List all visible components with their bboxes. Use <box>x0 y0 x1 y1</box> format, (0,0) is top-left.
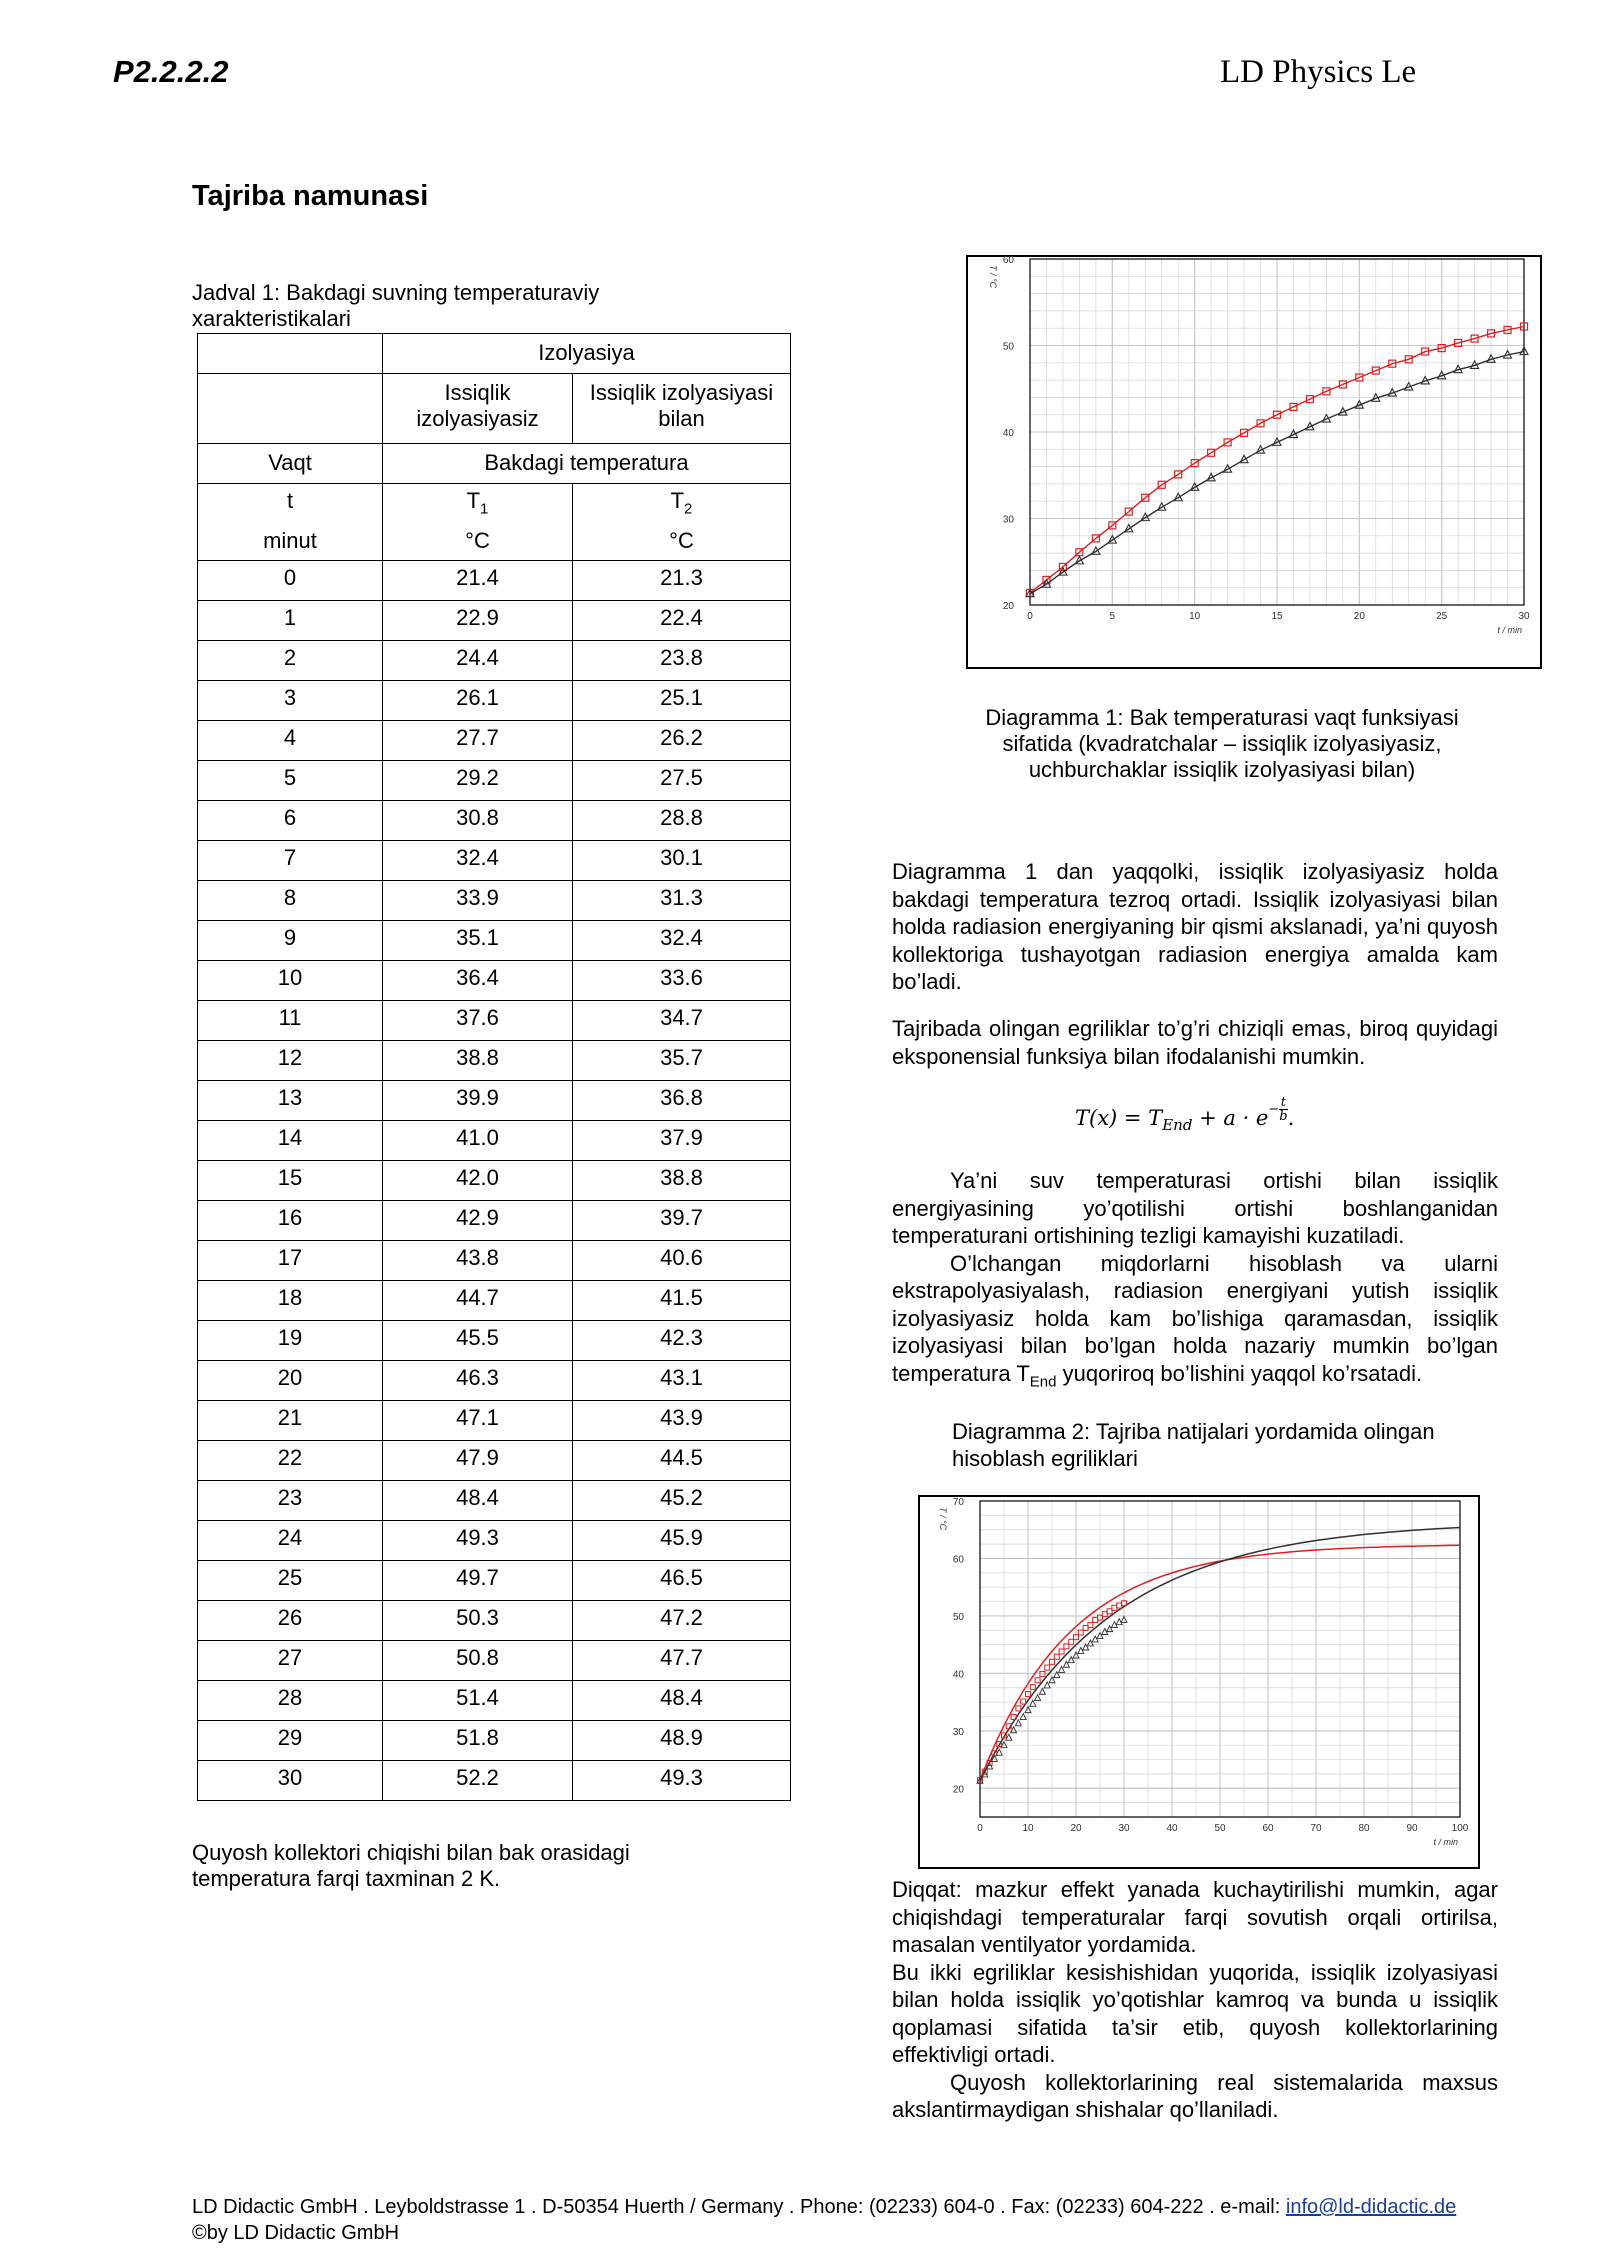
t2-cell: 47.7 <box>573 1641 791 1681</box>
footer-address: LD Didactic GmbH . Leyboldstrasse 1 . D-50354 Huerth / Germany . Phone: (02233) 604-0 . Fax: (02233) 604-222 . e-mail: <box>192 2196 1286 2218</box>
temperature-table <box>197 333 791 1801</box>
x-tick-label: 40 <box>1166 1823 1178 1834</box>
time-header: Vaqt <box>198 444 383 484</box>
t2-cell: 27.5 <box>573 761 791 801</box>
t2-cell: 43.1 <box>573 1361 791 1401</box>
t2-cell: 38.8 <box>573 1161 791 1201</box>
t2-cell: 45.9 <box>573 1521 791 1561</box>
t2-cell: 47.2 <box>573 1601 791 1641</box>
paragraph-3a: Ya’ni suv temperaturasi ortishi bilan issiqlik energiyasining yo’qotilishi ortishi boshlanganidan temperaturani ortishining tezligi kamayishi kuzatiladi. <box>892 1168 1498 1248</box>
time-cell: 6 <box>198 801 383 841</box>
time-cell: 19 <box>198 1321 383 1361</box>
y-tick-label: 70 <box>952 1497 964 1508</box>
t1-cell: 21.4 <box>383 561 573 601</box>
table-row <box>198 1441 791 1481</box>
unit-T1: °C <box>383 522 573 561</box>
t1-cell: 51.4 <box>383 1681 573 1721</box>
time-cell: 24 <box>198 1521 383 1561</box>
time-cell: 15 <box>198 1161 383 1201</box>
time-cell: 1 <box>198 601 383 641</box>
table-row <box>198 1161 791 1201</box>
table-row <box>198 1281 791 1321</box>
table-row <box>198 561 791 601</box>
table-row <box>198 1481 791 1521</box>
t2-cell: 36.8 <box>573 1081 791 1121</box>
t2-cell: 43.9 <box>573 1401 791 1441</box>
y-tick-label: 20 <box>952 1784 964 1796</box>
x-tick-label: 0 <box>1027 611 1033 622</box>
x-tick-label: 30 <box>1518 611 1530 622</box>
table-row <box>198 1121 791 1161</box>
t1-cell: 26.1 <box>383 681 573 721</box>
document-code: P2.2.2.2 <box>113 54 229 89</box>
x-tick-label: 10 <box>1189 611 1201 622</box>
x-axis-label: t / min <box>1433 1837 1458 1847</box>
x-tick-label: 70 <box>1310 1823 1322 1834</box>
t1-cell: 33.9 <box>383 881 573 921</box>
t2-cell: 46.5 <box>573 1561 791 1601</box>
table-row <box>198 721 791 761</box>
t2-cell: 23.8 <box>573 641 791 681</box>
table-row <box>198 1361 791 1401</box>
table-empty-cell <box>198 334 383 374</box>
time-cell: 20 <box>198 1361 383 1401</box>
insulation-group-header: Izolyasiya <box>383 334 791 374</box>
time-cell: 9 <box>198 921 383 961</box>
table-row <box>198 1001 791 1041</box>
y-tick-label: 60 <box>952 1554 964 1566</box>
table-row <box>198 841 791 881</box>
tank-temperature-header: Bakdagi temperatura <box>383 444 791 484</box>
x-tick-label: 20 <box>1353 611 1365 622</box>
x-tick-label: 90 <box>1406 1823 1418 1834</box>
paragraph-4a: Diqqat: mazkur effekt yanada kuchaytirilishi mumkin, agar chiqishdagi temperaturalar farqi sovutish orqali ortirilsa, masalan ventilyator yordamida. <box>892 1877 1498 1957</box>
paragraph-1: Diagramma 1 dan yaqqolki, issiqlik izolyasiyasiz holda bakdagi temperatura tezroq ortadi. Issiqlik izolyasiyasi bilan holda radiasion energiyaning bir qismi akslanadi, ya’ni quyosh kollektoriga tushayotgan radiasion energiya amalda kam bo’ladi. <box>892 859 1498 994</box>
t2-cell: 30.1 <box>573 841 791 881</box>
y-tick-label: 30 <box>952 1726 964 1738</box>
diagram-1-frame <box>967 256 1541 668</box>
paragraph-4b: Bu ikki egriliklar kesishishidan yuqorida, issiqlik izolyasiyasi bilan holda issiqlik yo’qotishlar kamroq va bunda u issiqlik qoplamasi sifatida ta’sir etib, quyosh kollektorlarining effektivligi ortadi. <box>892 1959 1498 2067</box>
y-tick-label: 60 <box>1002 255 1014 266</box>
paragraph-4 <box>892 1876 1498 2124</box>
paragraph-3 <box>892 1167 1498 1395</box>
time-cell: 11 <box>198 1001 383 1041</box>
t2-cell: 28.8 <box>573 801 791 841</box>
y-axis-label: T / °C <box>988 265 998 289</box>
t2-cell: 41.5 <box>573 1281 791 1321</box>
time-cell: 21 <box>198 1401 383 1441</box>
x-tick-label: 10 <box>1022 1823 1034 1834</box>
table-row <box>198 1601 791 1641</box>
t1-cell: 39.9 <box>383 1081 573 1121</box>
table-row <box>198 1241 791 1281</box>
unit-t: minut <box>198 522 383 561</box>
t2-cell: 34.7 <box>573 1001 791 1041</box>
time-cell: 17 <box>198 1241 383 1281</box>
t2-cell: 44.5 <box>573 1441 791 1481</box>
time-cell: 28 <box>198 1681 383 1721</box>
t2-cell: 48.9 <box>573 1721 791 1761</box>
t1-cell: 24.4 <box>383 641 573 681</box>
time-cell: 7 <box>198 841 383 881</box>
t1-cell: 22.9 <box>383 601 573 641</box>
t1-cell: 42.0 <box>383 1161 573 1201</box>
t1-cell: 44.7 <box>383 1281 573 1321</box>
time-cell: 4 <box>198 721 383 761</box>
t2-cell: 33.6 <box>573 961 791 1001</box>
table-row <box>198 761 791 801</box>
paragraph-2: Tajribada olingan egriliklar to’g’ri chiziqli emas, biroq quyidagi eksponensial funksiya bilan ifodalanishi mumkin. <box>892 1016 1498 1069</box>
header-with-insulation: Issiqlik izolyasiyasi bilan <box>573 374 791 444</box>
t1-cell: 37.6 <box>383 1001 573 1041</box>
t2-cell: 32.4 <box>573 921 791 961</box>
x-tick-label: 50 <box>1214 1823 1226 1834</box>
table-row <box>198 881 791 921</box>
table-caption: Jadval 1: Bakdagi suvning temperaturaviy xarakteristikalari <box>192 280 600 331</box>
table-row <box>198 921 791 961</box>
t1-cell: 29.2 <box>383 761 573 801</box>
y-tick-label: 40 <box>952 1669 964 1681</box>
diagram-1-grid <box>1030 259 1524 605</box>
x-axis-label: t / min <box>1497 625 1522 635</box>
table-row <box>198 1761 791 1801</box>
t2-cell: 40.6 <box>573 1241 791 1281</box>
time-cell: 2 <box>198 641 383 681</box>
table-row <box>198 1321 791 1361</box>
table-row <box>198 1201 791 1241</box>
t2-cell: 22.4 <box>573 601 791 641</box>
footer-email-link[interactable]: info@ld-didactic.de <box>1285 2196 1457 2218</box>
temperature-difference-note: Quyosh kollektori chiqishi bilan bak orasidagi temperatura farqi taxminan 2 K. <box>192 1840 630 1891</box>
time-cell: 5 <box>198 761 383 801</box>
time-cell: 26 <box>198 1601 383 1641</box>
x-tick-label: 15 <box>1271 611 1283 622</box>
x-tick-label: 5 <box>1109 611 1116 622</box>
t2-cell: 25.1 <box>573 681 791 721</box>
x-tick-label: 100 <box>1451 1823 1469 1834</box>
y-tick-label: 40 <box>1002 428 1014 439</box>
time-cell: 0 <box>198 561 383 601</box>
time-cell: 10 <box>198 961 383 1001</box>
t2-cell: 45.2 <box>573 1481 791 1521</box>
footer <box>192 2194 1492 2246</box>
table-row <box>198 961 791 1001</box>
t1-cell: 47.1 <box>383 1401 573 1441</box>
table-row <box>198 1681 791 1721</box>
x-tick-label: 20 <box>1070 1823 1082 1834</box>
table-row <box>198 681 791 721</box>
y-tick-label: 30 <box>1002 514 1014 526</box>
table-row <box>198 1081 791 1121</box>
t1-cell: 27.7 <box>383 721 573 761</box>
symbol-T2: $T_2$ <box>573 484 791 522</box>
table-empty-cell <box>198 374 383 444</box>
paragraph-3b: O’lchangan miqdorlarni hisoblash va ularni ekstrapolyasiyalash, radiasion energiyani yutish issiqlik izolyasiyasiz holda kam bo’lishiga qaramasdan, issiqlik izolyasiyasi bilan bo’lgan holda nazariy mumkin bo’lgan temperatura $T_{End}$ yuqoriroq bo’lishini yaqqol ko’rsatadi. <box>892 1250 1498 1390</box>
t1-cell: 49.7 <box>383 1561 573 1601</box>
time-cell: 25 <box>198 1561 383 1601</box>
t1-cell: 46.3 <box>383 1361 573 1401</box>
t2-cell: 31.3 <box>573 881 791 921</box>
t1-cell: 35.1 <box>383 921 573 961</box>
x-tick-label: 25 <box>1436 611 1448 622</box>
time-cell: 14 <box>198 1121 383 1161</box>
x-tick-label: 0 <box>977 1823 983 1834</box>
time-cell: 16 <box>198 1201 383 1241</box>
table-row <box>198 1521 791 1561</box>
t1-cell: 41.0 <box>383 1121 573 1161</box>
footer-copyright: ©by LD Didactic GmbH <box>192 2222 400 2244</box>
y-tick-label: 20 <box>1002 601 1014 612</box>
paragraph-4c: Quyosh kollektorlarining real sistemalarida maxsus akslantirmaydigan shishalar qo’llaniladi. <box>892 2069 1498 2122</box>
t2-cell: 37.9 <box>573 1121 791 1161</box>
t1-cell: 52.2 <box>383 1761 573 1801</box>
t1-cell: 47.9 <box>383 1441 573 1481</box>
t1-cell: 49.3 <box>383 1521 573 1561</box>
diagram-1-chart <box>966 255 1542 669</box>
diagram-1-caption: Diagramma 1: Bak temperaturasi vaqt funksiyasi sifatida (kvadratchalar – issiqlik izolyasiyasiz, uchburchaklar issiqlik izolyasiyasi bilan) <box>985 705 1459 782</box>
time-cell: 3 <box>198 681 383 721</box>
time-cell: 27 <box>198 1641 383 1681</box>
t1-cell: 38.8 <box>383 1041 573 1081</box>
section-title: Tajriba namunasi <box>192 180 429 212</box>
x-tick-label: 80 <box>1358 1823 1370 1834</box>
diagram-2-frame <box>919 1496 1479 1868</box>
exponential-formula: $T(x) = T_{End} + a \cdot e^{- \frac{t}{b}}$ . <box>1075 1095 1295 1135</box>
symbol-T1: $T_1$ <box>383 484 573 522</box>
y-tick-label: 50 <box>952 1611 964 1623</box>
t2-cell: 49.3 <box>573 1761 791 1801</box>
y-axis-label: T / °C <box>938 1507 948 1531</box>
time-cell: 8 <box>198 881 383 921</box>
table-row <box>198 1721 791 1761</box>
t2-cell: 39.7 <box>573 1201 791 1241</box>
x-tick-label: 30 <box>1118 1823 1130 1834</box>
t2-cell: 21.3 <box>573 561 791 601</box>
t2-cell: 35.7 <box>573 1041 791 1081</box>
time-cell: 12 <box>198 1041 383 1081</box>
table-row <box>198 601 791 641</box>
t1-cell: 36.4 <box>383 961 573 1001</box>
t1-cell: 48.4 <box>383 1481 573 1521</box>
table-row <box>198 1401 791 1441</box>
t2-cell: 26.2 <box>573 721 791 761</box>
t1-cell: 32.4 <box>383 841 573 881</box>
table-row <box>198 641 791 681</box>
t1-cell: 51.8 <box>383 1721 573 1761</box>
publisher-header: LD Physics Le <box>1220 54 1417 90</box>
y-tick-label: 50 <box>1002 341 1014 353</box>
time-cell: 22 <box>198 1441 383 1481</box>
t1-cell: 50.8 <box>383 1641 573 1681</box>
t1-cell: 42.9 <box>383 1201 573 1241</box>
symbol-t: t <box>198 484 383 522</box>
t1-cell: 30.8 <box>383 801 573 841</box>
table-row <box>198 1561 791 1601</box>
x-tick-label: 60 <box>1262 1823 1274 1834</box>
t1-cell: 45.5 <box>383 1321 573 1361</box>
t2-cell: 48.4 <box>573 1681 791 1721</box>
time-cell: 30 <box>198 1761 383 1801</box>
time-cell: 23 <box>198 1481 383 1521</box>
table-row <box>198 1041 791 1081</box>
diagram-2-caption: Diagramma 2: Tajriba natijalari yordamida olingan hisoblash egriliklari <box>952 1419 1435 1471</box>
table-row <box>198 801 791 841</box>
diagram-2-chart <box>918 1495 1480 1869</box>
t1-cell: 43.8 <box>383 1241 573 1281</box>
unit-T2: °C <box>573 522 791 561</box>
time-cell: 29 <box>198 1721 383 1761</box>
table-row <box>198 1641 791 1681</box>
t2-cell: 42.3 <box>573 1321 791 1361</box>
t1-cell: 50.3 <box>383 1601 573 1641</box>
time-cell: 13 <box>198 1081 383 1121</box>
header-without-insulation: Issiqlik izolyasiyasiz <box>383 374 573 444</box>
time-cell: 18 <box>198 1281 383 1321</box>
